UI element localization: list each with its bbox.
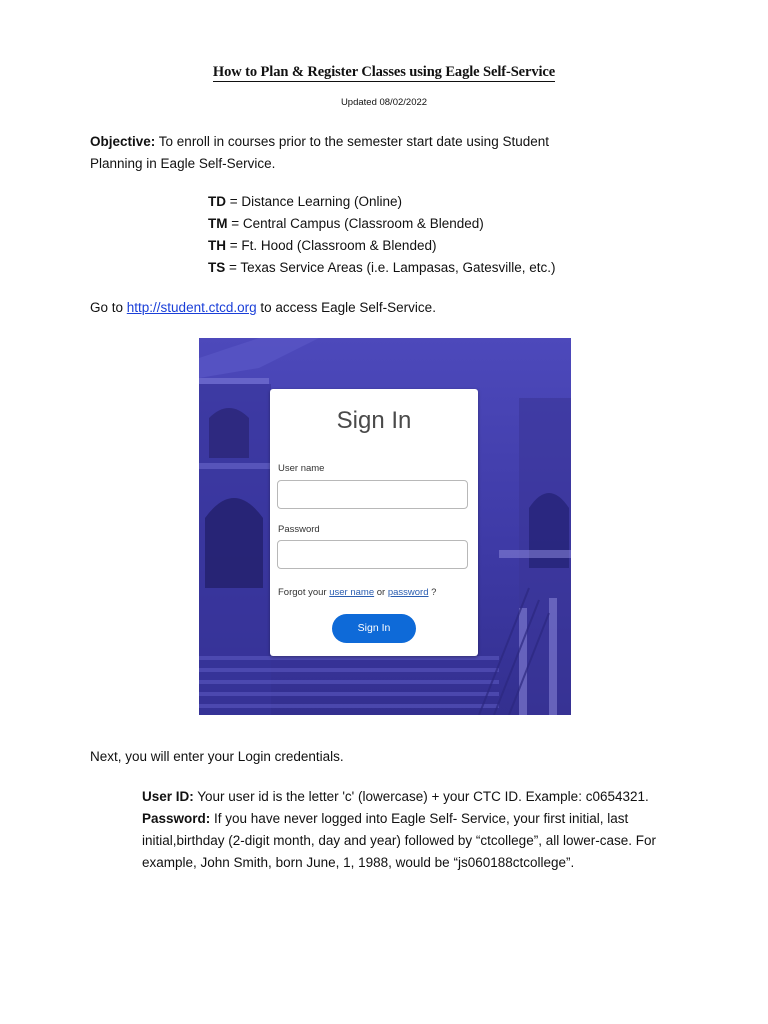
code-item-ts: TS = Texas Service Areas (i.e. Lampasas, Gatesville, etc.) — [208, 260, 556, 275]
objective-text: To enroll in courses prior to the semester start date using Student Planning in Eagle Self-Service. — [90, 134, 549, 171]
credentials-paragraph — [142, 786, 702, 874]
signin-card — [270, 389, 478, 656]
document-title: How to Plan & Register Classes using Eagle Self-Service — [212, 64, 556, 80]
campus-codes-list — [208, 191, 628, 279]
forgot-username-link[interactable]: user name — [329, 587, 375, 598]
code-item-tm: TM = Central Campus (Classroom & Blended) — [208, 216, 484, 231]
updated-date: Updated 08/02/2022 — [340, 97, 428, 108]
objective-paragraph — [90, 131, 590, 175]
goto-paragraph: Go to http://student.ctcd.org to access Eagle Self-Service. — [90, 300, 436, 315]
password-rule-label: Password: — [142, 811, 211, 826]
code-item-td: TD = Distance Learning (Online) — [208, 194, 402, 209]
userid-label: User ID: — [142, 789, 194, 804]
password-label: Password — [278, 524, 320, 535]
username-input[interactable] — [277, 480, 468, 509]
signin-screenshot — [199, 338, 571, 715]
username-label: User name — [278, 463, 325, 474]
student-portal-link[interactable]: http://student.ctcd.org — [126, 300, 257, 315]
objective-label: Objective: — [90, 134, 156, 149]
forgot-password-link[interactable]: password — [387, 587, 429, 598]
next-paragraph: Next, you will enter your Login credentials. — [90, 749, 344, 764]
signin-button[interactable]: Sign In — [332, 614, 416, 643]
signin-heading: Sign In — [336, 407, 412, 434]
userid-text: Your user id is the letter 'c' (lowercase) + your CTC ID. Example: c0654321. — [193, 789, 649, 804]
password-rule-text: If you have never logged into Eagle Self- Service, your first initial, last initial,birthday (2-digit month, day and year) followed by “ctcollege”, all lower-case. For example, John Smith, born June, 1, 1988, would be “js060188ctcollege”. — [142, 811, 656, 870]
code-item-th: TH = Ft. Hood (Classroom & Blended) — [208, 238, 437, 253]
forgot-credentials-text: Forgot your user name or password ? — [278, 587, 437, 598]
password-input[interactable] — [277, 540, 468, 569]
